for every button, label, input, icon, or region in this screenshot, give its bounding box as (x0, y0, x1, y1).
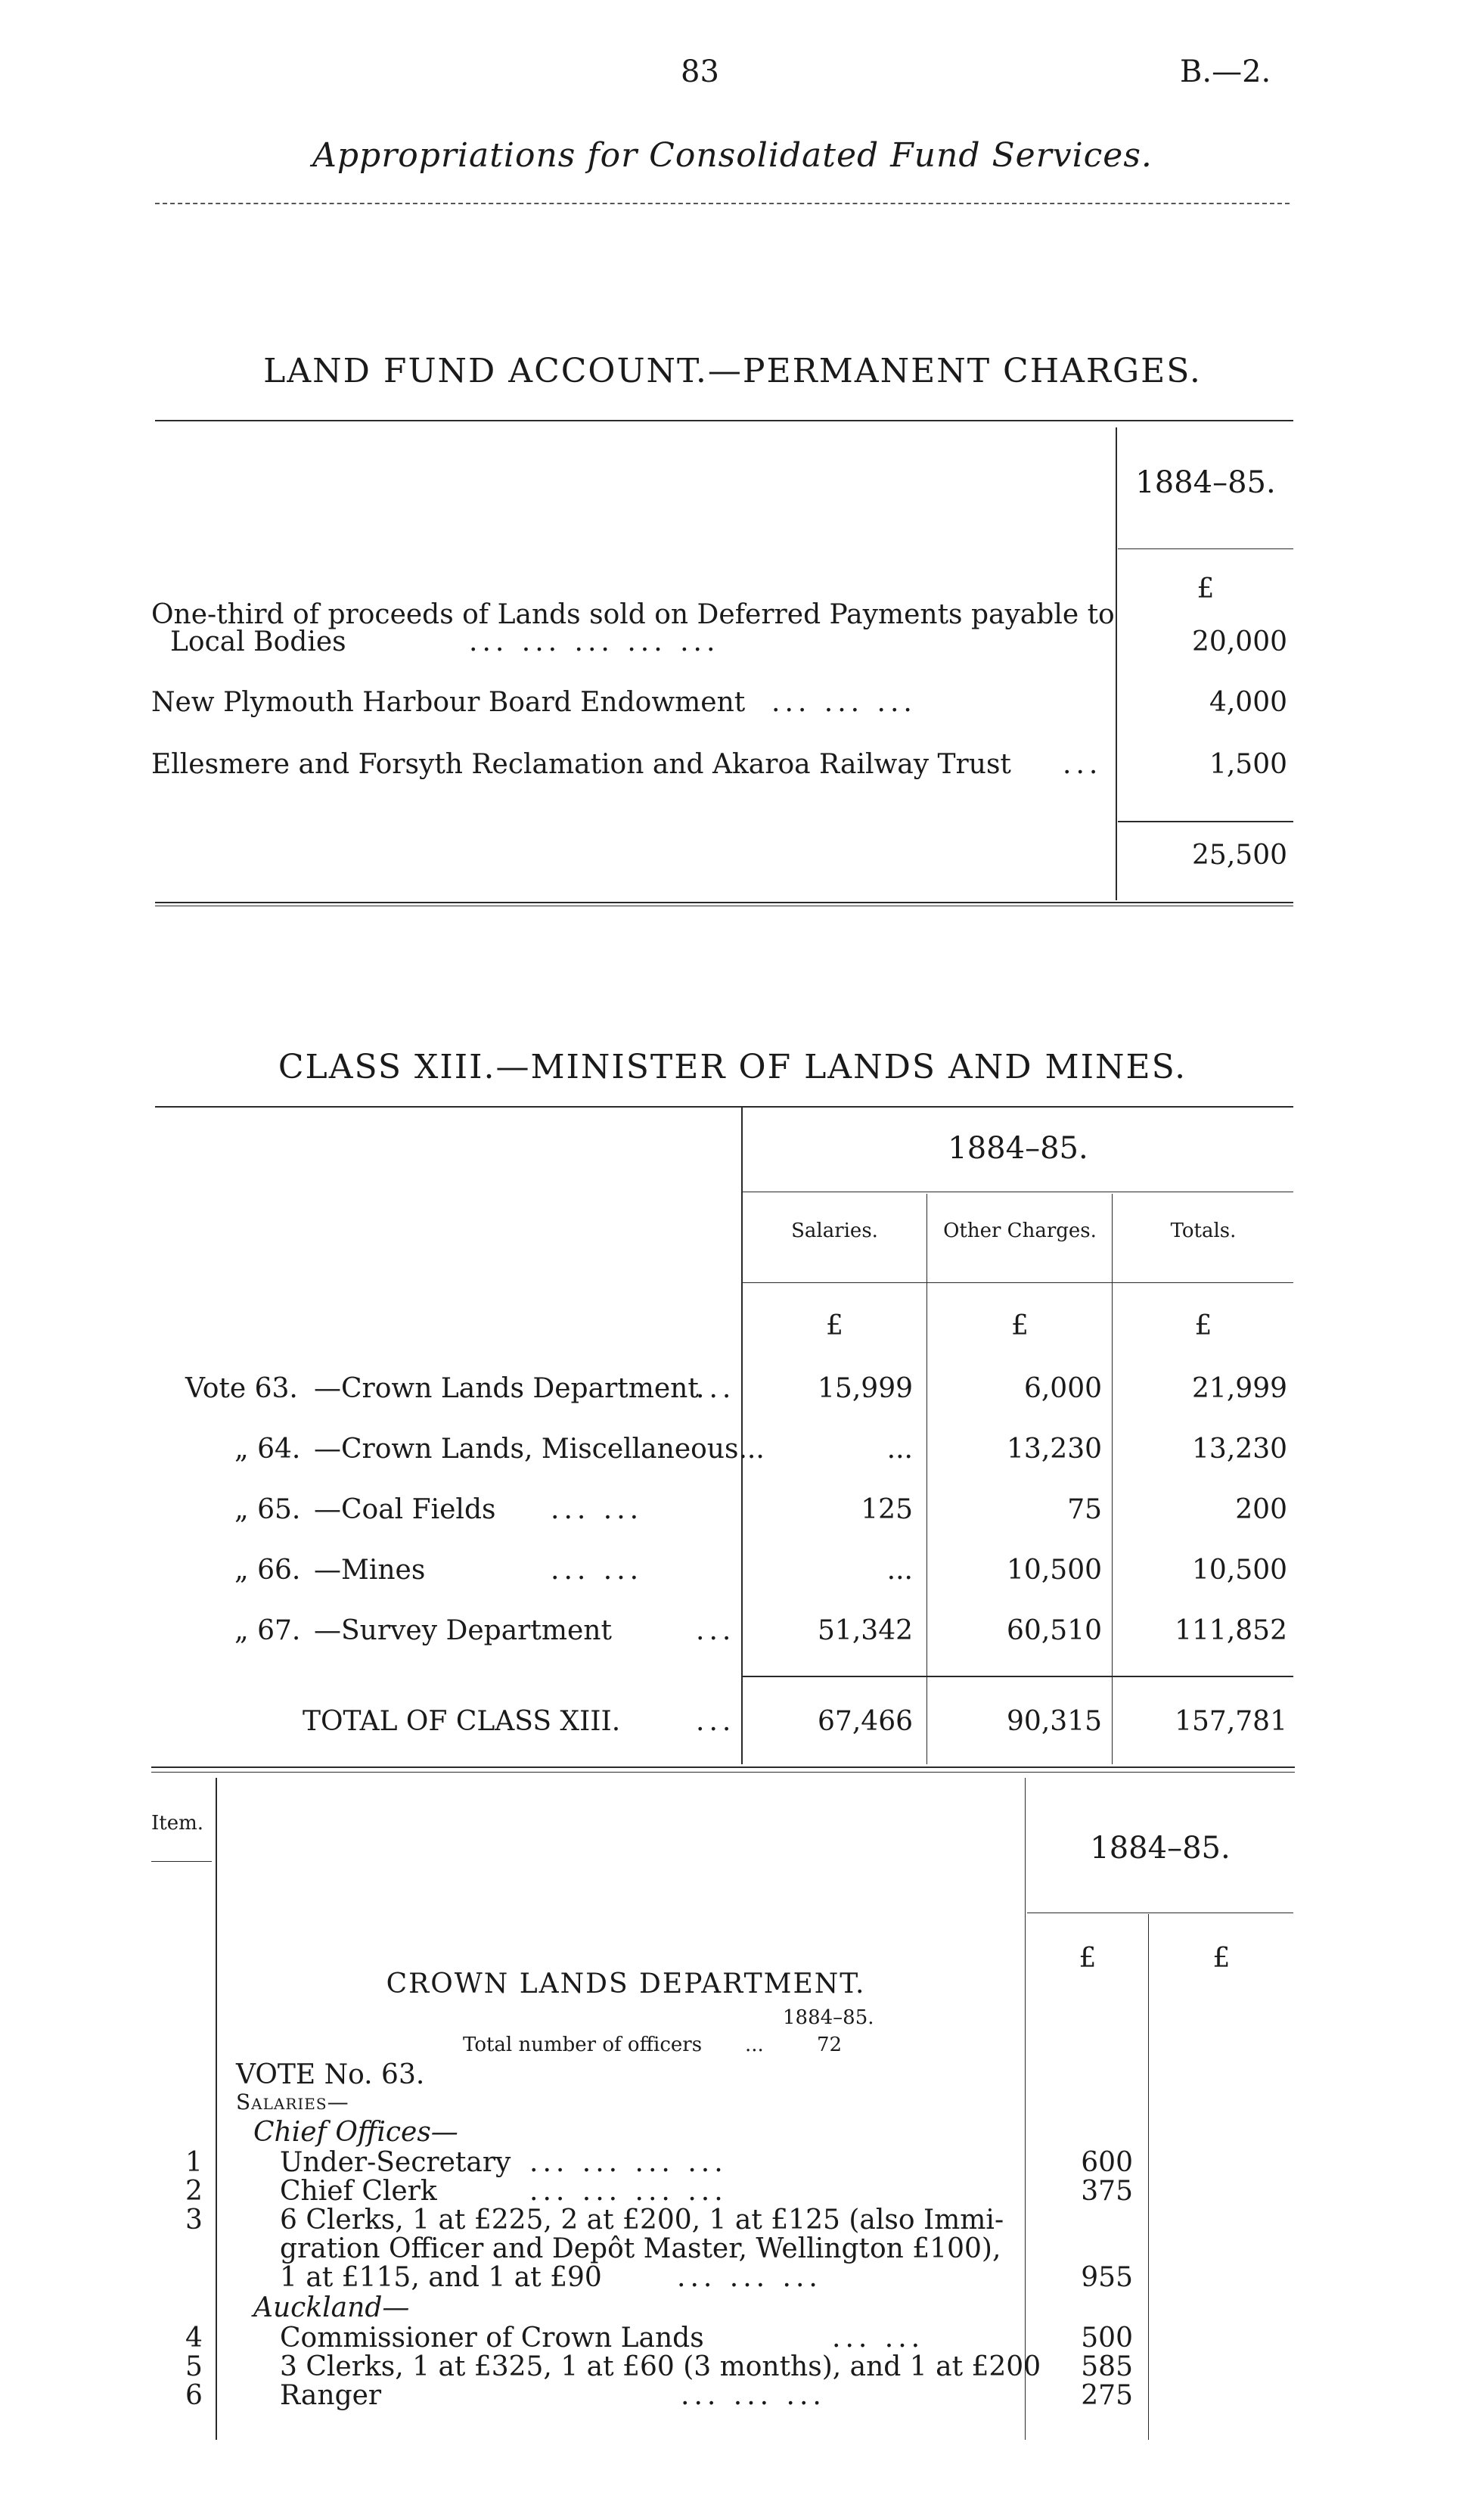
class13-row-65-total: 200 (1235, 1494, 1287, 1525)
item-1-dots: ... ... ... ... (529, 2147, 728, 2178)
land-fund-row-1-line-2: Local Bodies (170, 626, 346, 657)
item-header-rule (151, 1861, 212, 1862)
class13-col-salaries: Salaries. (791, 1220, 878, 1242)
item-3-line-2: gration Officer and Depôt Master, Wellington £100), (280, 2233, 1001, 2264)
officers-count: 72 (817, 2034, 843, 2056)
class13-row-64-other: 13,230 (1007, 1434, 1102, 1465)
class13-row-67-salaries: 51,342 (818, 1615, 913, 1646)
land-fund-row-1-dots: ... ... ... ... ... (469, 626, 720, 657)
item-3-value: 955 (1081, 2262, 1133, 2293)
officers-label: Total number of officers (463, 2034, 703, 2056)
class13-bottom-rule-2 (151, 1772, 1295, 1773)
item-3-dots: ... ... ... (677, 2262, 822, 2293)
class13-col-totals: Totals. (1170, 1220, 1237, 1242)
land-fund-bottom-rule (155, 902, 1293, 903)
class13-row-67-prefix: „ 67. (234, 1615, 301, 1646)
class13-subtotal-rule (743, 1676, 1293, 1677)
crown-lands-department-title: CROWN LANDS DEPARTMENT. (386, 1968, 866, 2000)
class13-total-label: TOTAL OF CLASS XIII. (303, 1706, 621, 1737)
land-fund-year-rule (1118, 548, 1293, 549)
land-fund-total: 25,500 (1192, 840, 1287, 871)
land-fund-year: 1884–85. (1135, 465, 1276, 500)
class13-title: CLASS XIII.—MINISTER OF LANDS AND MINES. (278, 1048, 1187, 1086)
class13-row-67-other: 60,510 (1007, 1615, 1102, 1646)
item-1-number: 1 (185, 2147, 203, 2178)
class13-row-64-total: 13,230 (1192, 1434, 1287, 1465)
item-6-value: 275 (1081, 2380, 1133, 2411)
officers-dots: ... (745, 2034, 764, 2056)
class13-row-66-salaries: ... (886, 1555, 913, 1586)
class13-year: 1884–85. (948, 1131, 1088, 1166)
class13-row-63-dots: ... (696, 1373, 736, 1404)
item-2-value: 375 (1081, 2176, 1133, 2207)
class13-row-65-other: 75 (1067, 1494, 1102, 1525)
item-6-text: Ranger (280, 2380, 382, 2411)
land-fund-row-2-value: 4,000 (1209, 687, 1287, 718)
class13-top-rule (155, 1106, 1293, 1108)
item-5-number: 5 (185, 2351, 203, 2382)
item-2-number: 2 (185, 2176, 203, 2207)
class13-row-63-prefix: Vote 63. (185, 1373, 298, 1404)
land-fund-row-2-dots: ... ... ... (771, 687, 917, 718)
item-3-line-1: 6 Clerks, 1 at £225, 2 at £200, 1 at £125 (also Immi- (280, 2205, 1004, 2236)
class13-total-other: 90,315 (1007, 1706, 1102, 1737)
crown-lands-year: 1884–85. (1090, 1831, 1231, 1866)
class13-divider-1 (926, 1194, 927, 1764)
class13-total-total: 157,781 (1175, 1706, 1287, 1737)
item-4-number: 4 (185, 2323, 203, 2354)
class13-header-rule (743, 1282, 1293, 1283)
land-fund-title: LAND FUND ACCOUNT.—PERMANENT CHARGES. (263, 352, 1202, 390)
salaries-heading: Salaries— (236, 2090, 349, 2115)
class13-divider-2 (1112, 1194, 1113, 1764)
item-3-number: 3 (185, 2205, 203, 2236)
page-number: 83 (681, 54, 719, 89)
item-2-dots: ... ... ... ... (529, 2176, 728, 2207)
class13-row-63-label: —Crown Lands Department (314, 1373, 699, 1404)
class13-row-63-total: 21,999 (1192, 1373, 1287, 1404)
land-fund-subtotal-rule (1118, 821, 1293, 822)
item-header: Item. (151, 1812, 204, 1835)
item-column-divider (216, 1778, 217, 2440)
item-6-dots: ... ... ... (681, 2380, 826, 2411)
class13-row-67-total: 111,852 (1175, 1615, 1287, 1646)
class13-row-66-prefix: „ 66. (234, 1555, 301, 1586)
land-fund-column-divider (1116, 427, 1117, 900)
class13-row-66-dots: ... ... (551, 1555, 644, 1586)
item-5-text: 3 Clerks, 1 at £325, 1 at £60 (3 months), and 1 at £200 (280, 2351, 1041, 2382)
class13-bottom-rule (151, 1766, 1295, 1768)
item-4-dots: ... ... (832, 2323, 925, 2354)
header-rule (155, 203, 1290, 204)
item-2-text: Chief Clerk (280, 2176, 437, 2207)
class13-row-65-salaries: 125 (861, 1494, 913, 1525)
land-fund-row-2-label: New Plymouth Harbour Board Endowment (151, 687, 746, 718)
land-fund-row-1-value: 20,000 (1192, 626, 1287, 657)
chief-offices-heading: Chief Offices— (253, 2117, 458, 2148)
class13-row-63-salaries: 15,999 (818, 1373, 913, 1404)
class13-row-64-prefix: „ 64. (234, 1434, 301, 1465)
class13-row-66-other: 10,500 (1007, 1555, 1102, 1586)
item-6-number: 6 (185, 2380, 203, 2411)
document-reference: B.—2. (1180, 54, 1271, 89)
class13-row-67-label: —Survey Department (314, 1615, 612, 1646)
item-4-value: 500 (1081, 2323, 1133, 2354)
land-fund-currency: £ (1197, 573, 1215, 604)
item-5-value: 585 (1081, 2351, 1133, 2382)
land-fund-row-3-label: Ellesmere and Forsyth Reclamation and Akaroa Railway Trust (151, 749, 1011, 780)
class13-row-63-other: 6,000 (1023, 1373, 1102, 1404)
class13-row-64-salaries: ... (886, 1434, 913, 1465)
class13-row-65-prefix: „ 65. (234, 1494, 301, 1525)
class13-row-66-label: —Mines (314, 1555, 426, 1586)
item-1-text: Under-Secretary (280, 2147, 511, 2178)
item-3-line-3: 1 at £115, and 1 at £90 (280, 2262, 602, 2293)
item-1-value: 600 (1081, 2147, 1133, 2178)
class13-currency-salaries: £ (826, 1310, 843, 1341)
class13-row-65-label: —Coal Fields (314, 1494, 496, 1525)
class13-currency-totals: £ (1194, 1310, 1212, 1341)
amount-column-divider (1025, 1778, 1026, 2440)
land-fund-top-rule (155, 420, 1293, 421)
page-subtitle: Appropriations for Consolidated Fund Services. (312, 136, 1153, 175)
amount-column-divider-2 (1148, 1914, 1149, 2440)
vote-heading: VOTE No. 63. (236, 2059, 425, 2090)
officers-year: 1884–85. (783, 2006, 874, 2029)
class13-row-65-dots: ... ... (551, 1494, 644, 1525)
class13-row-67-dots: ... (696, 1615, 736, 1646)
class13-currency-other: £ (1011, 1310, 1029, 1341)
item-4-text: Commissioner of Crown Lands (280, 2323, 704, 2354)
class13-col-other: Other Charges. (943, 1220, 1097, 1242)
land-fund-row-1-line-1: One-third of proceeds of Lands sold on Deferred Payments payable to (151, 599, 1115, 630)
crown-lands-currency-1: £ (1079, 1943, 1097, 1974)
class13-total-salaries: 67,466 (818, 1706, 913, 1737)
class13-row-66-total: 10,500 (1192, 1555, 1287, 1586)
auckland-heading: Auckland— (253, 2292, 410, 2323)
class13-total-dots: ... (696, 1706, 736, 1737)
land-fund-row-3-value: 1,500 (1209, 749, 1287, 780)
land-fund-row-3-dots: ... (1063, 749, 1103, 780)
crown-lands-currency-2: £ (1212, 1943, 1231, 1974)
class13-row-64-label: —Crown Lands, Miscellaneous... (314, 1434, 765, 1465)
